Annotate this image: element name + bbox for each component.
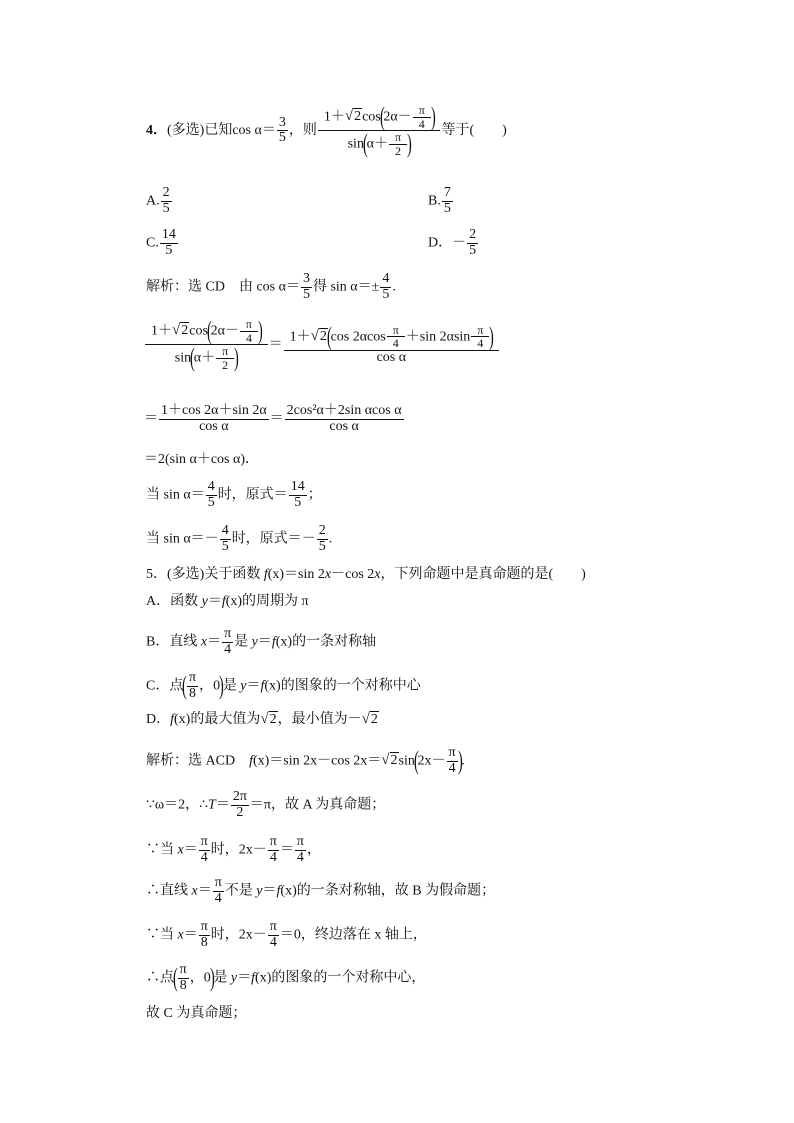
sol4-step3: ＝2(sin α＋cos α)． xyxy=(144,452,259,467)
sol4-case1: 当 sin α＝ $\frac{4}{5}$ 时，原式＝ $\frac{14}{5}$ ； xyxy=(146,479,322,510)
sol4-step1: 1＋√2cos(2α－ $\frac{\pi}{4}$ ) sin(α＋ $\frac{\pi}{2}$ ) ＝ 1＋√2(cos 2αcos $\frac{\pi}{4}$ ＋sin 2αsin $\frac{\pi}{4}$ ) cos α xyxy=(144,318,500,371)
q4-cond-lhs: cos α＝ xyxy=(232,122,276,138)
sol4-step2: ＝ $\frac{1+\cos 2\alpha+\sin 2\alpha}{\text{cos α}}$ ＝ $\frac{\text{2cos²α＋2sin αcos α}}{\text{cos α}}$ xyxy=(144,403,402,434)
sol5-line6: 故 C 为真命题； xyxy=(146,1006,247,1021)
q4-tag: (多选) xyxy=(167,122,205,138)
sol5-line3: ∴直线 x＝ $\frac{\pi}{4}$ 不是 y＝f(x)的一条对称轴，故 B 为假命题； xyxy=(146,875,496,906)
q4-option-b: B. $\frac{7}{5}$ xyxy=(428,185,451,216)
q4-option-a: A. $\frac{2}{5}$ xyxy=(146,185,170,216)
sol5-line1: ∵ω＝2，∴T＝ $\frac{2\pi}{2}$ ＝π，故 A 为真命题； xyxy=(146,789,386,820)
sol4-head: 解析：选 CD 由 cos α＝ $\frac{3}{5}$ 得 sin α＝± $\frac{4}{5}$ . xyxy=(146,271,396,302)
q5-stem: 5．(多选)关于函数 f(x)＝sin 2x－cos 2x，下列命题中是真命题的是( ) xyxy=(146,567,586,582)
sol4-case2: 当 sin α＝－ $\frac{4}{5}$ 时，原式＝－ $\frac{2}{5}$ . xyxy=(146,523,333,554)
q4-option-c: C. $\frac{14}{5}$ xyxy=(146,227,176,258)
sol5-head: 解析：选 ACD f(x)＝sin 2x－cos 2x＝√2sin(2x－ $\frac{\pi}{4}$ ). xyxy=(146,745,465,776)
q4-cond-fraction: $\frac{3}{5}$ xyxy=(278,114,286,146)
q4-equals-blank: 等于( ) xyxy=(441,122,507,138)
q4-then: ，则 xyxy=(288,122,317,138)
q4-prefix: 已知 xyxy=(204,122,233,138)
q4-number: 4． xyxy=(146,122,167,138)
sol5-line2: ∵当 x＝ $\frac{\pi}{4}$ 时，2x－ $\frac{\pi}{4}$ ＝ $\frac{\pi}{4}$ ， xyxy=(146,834,321,865)
sqrt-symbol: √2 xyxy=(344,108,362,125)
q5-option-b: B．直线 x＝ $\frac{\pi}{4}$ 是 y＝f(x)的一条对称轴 xyxy=(146,626,377,657)
q5-option-c: C．点( $\frac{\pi}{8}$ ，0)是 y＝f(x)的图象的一个对称中心 xyxy=(146,670,421,701)
q4-option-d: D．－ $\frac{2}{5}$ xyxy=(428,227,477,258)
q4-main-fraction: 1＋√2cos(2α－ $\frac{\pi}{4}$ ) sin(α＋ $\frac{\pi}{2}$ ) xyxy=(318,104,441,157)
sol5-line5: ∴点( $\frac{\pi}{8}$ ，0)是 y＝f(x)的图象的一个对称中心， xyxy=(146,962,426,993)
q5-option-d: D．f(x)的最大值为√2，最小值为－√2 xyxy=(146,711,378,727)
q5-option-a: A．函数 y＝f(x)的周期为 π xyxy=(146,594,309,609)
sol5-line4: ∵当 x＝ $\frac{\pi}{8}$ 时，2x－ $\frac{\pi}{4}$ ＝0，终边落在 x 轴上， xyxy=(146,919,427,950)
q4-stem xyxy=(146,104,507,157)
